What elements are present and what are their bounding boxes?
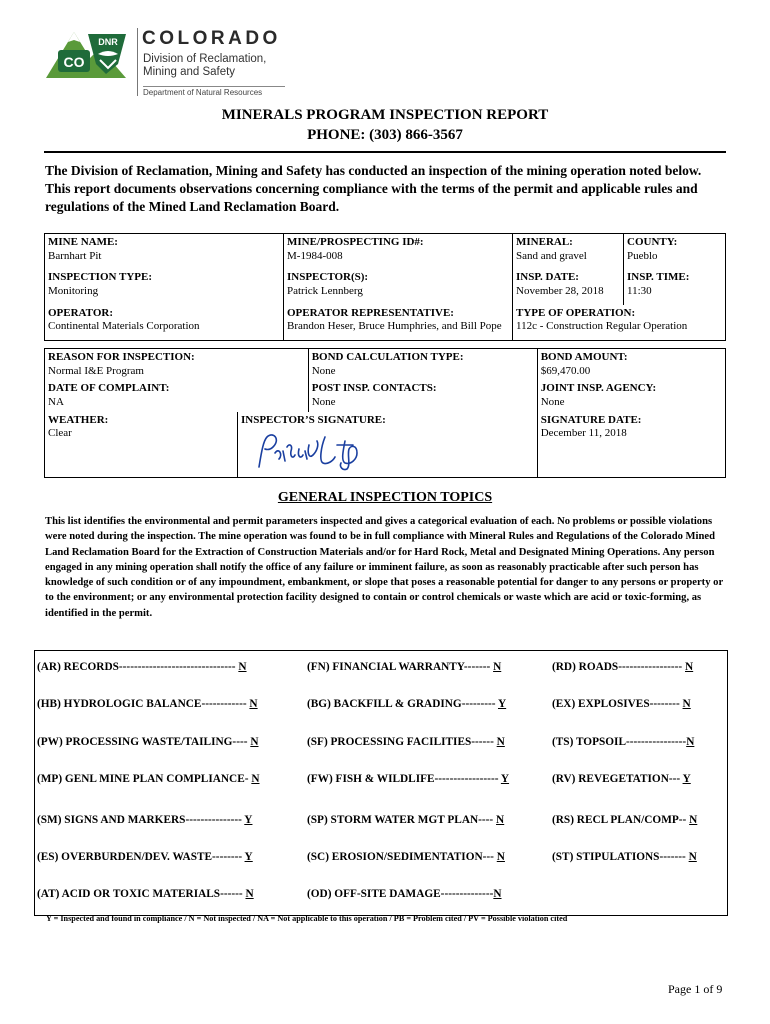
topic-rv: (RV) REVEGETATION--- Y [552, 773, 691, 785]
topic-bg: (BG) BACKFILL & GRADING--------- Y [307, 698, 507, 710]
topic-st: (ST) STIPULATIONS------- N [552, 851, 697, 863]
insp-time-label: INSP. TIME: [627, 271, 690, 284]
insp-date: November 28, 2018 [516, 284, 604, 297]
bond-calc: None [311, 364, 336, 377]
svg-text:DNR: DNR [98, 37, 118, 47]
complaint-label: DATE OF COMPLAINT: [48, 382, 170, 395]
operator-label: OPERATOR: [48, 306, 113, 319]
mineral-label: MINERAL: [516, 236, 573, 248]
signature-label: INSPECTOR’S SIGNATURE: [241, 413, 386, 426]
topic-at: (AT) ACID OR TOXIC MATERIALS------ N [37, 888, 254, 900]
division-line-2: Mining and Safety [143, 66, 236, 78]
inspectors-label: INSPECTOR(S): [287, 271, 369, 284]
topic-ex: (EX) EXPLOSIVES-------- N [552, 698, 691, 710]
topic-fn: (FN) FINANCIAL WARRANTY------- N [307, 661, 502, 673]
colorado-wordmark: COLORADO [142, 28, 281, 49]
complaint-date: NA [48, 395, 64, 408]
reason-label: REASON FOR INSPECTION: [48, 351, 195, 363]
insp-time: 11:30 [627, 284, 652, 297]
topic-sm: (SM) SIGNS AND MARKERS--------------- Y [37, 814, 253, 826]
signature-date: December 11, 2018 [540, 427, 627, 439]
topic-rd: (RD) ROADS----------------- N [552, 661, 694, 673]
weather: Clear [48, 427, 72, 439]
topic-od: (OD) OFF-SITE DAMAGE--------------N [307, 888, 502, 900]
topic-sf: (SF) PROCESSING FACILITIES------ N [307, 736, 505, 748]
header-divider [137, 28, 138, 96]
bond-amount: $69,470.00 [540, 364, 591, 377]
intro-paragraph: The Division of Reclamation, Mining and Safety has conducted an inspection of the mining operation noted below. This report documents observations concerning compliance with the terms of the permit and applicable rules and regulations of the Mined Land Reclamation Board. [45, 163, 702, 214]
topic-fw: (FW) FISH & WILDLIFE----------------- Y [307, 773, 510, 785]
op-type: 112c - Construction Regular Operation [516, 320, 688, 333]
topic-ar: (AR) RECORDS------------------------------- N [37, 661, 247, 673]
insp-type: Monitoring [48, 284, 99, 297]
svg-text:CO: CO [63, 54, 85, 70]
mine-id-label: MINE/PROSPECTING ID#: [287, 236, 424, 248]
op-rep: Brandon Heser, Bruce Humphries, and Bill Pope [287, 320, 502, 333]
department-name: Department of Natural Resources [143, 86, 285, 97]
division-name [143, 53, 266, 79]
op-rep-label: OPERATOR REPRESENTATIVE: [287, 306, 454, 319]
insp-type-label: INSPECTION TYPE: [48, 271, 153, 284]
mine-info-table [44, 233, 726, 341]
mineral: Sand and gravel [516, 249, 587, 262]
report-title: MINERALS PROGRAM INSPECTION REPORT [221, 107, 549, 123]
topic-ts: (TS) TOPSOIL----------------N [552, 736, 695, 748]
operator: Continental Materials Corporation [48, 320, 200, 333]
inspection-details-table [44, 348, 726, 478]
mine-id: M-1984-008 [287, 249, 343, 262]
mine-name-label: MINE NAME: [48, 236, 118, 248]
colorado-dnr-logo [44, 28, 128, 80]
mine-name: Barnhart Pit [48, 249, 102, 262]
county: Pueblo [627, 249, 658, 262]
inspectors: Patrick Lennberg [287, 284, 363, 297]
reason: Normal I&E Program [48, 364, 144, 377]
division-line-1: Division of Reclamation, [143, 53, 267, 65]
bond-calc-label: BOND CALCULATION TYPE: [311, 351, 464, 363]
joint-agency: None [540, 395, 565, 408]
topics-paragraph: This list identifies the environmental and permit parameters inspected and gives a categorical evaluation of each. No problems or possible violations were noted during the inspection. The mine operation was found to be in full compliance with Mineral Rules and Regulations of the Colorado Mined Land Reclamation Board for the Extraction of Construction Materials and/or for Hard Rock, Metal and Designated Mining Operations. Any person engaged in any mining operation shall notify the office of any failure or imminent failure, as soon as reasonably practicable after such person has knowledge of such condition or of any impoundment, embankment, or slope that poses a reasonable potential for danger to any persons or property or to the environment; or any environmental protection facility designed to contain or control chemicals or waste which are acid or toxic-forming, as identified in the permit. [45, 516, 723, 619]
insp-date-label: INSP. DATE: [516, 271, 579, 284]
weather-label: WEATHER: [48, 413, 109, 426]
post-contacts: None [311, 395, 336, 408]
topic-es: (ES) OVERBURDEN/DEV. WASTE-------- Y [37, 851, 253, 863]
topic-sp: (SP) STORM WATER MGT PLAN---- N [307, 814, 505, 826]
signature-date-label: SIGNATURE DATE: [540, 413, 642, 426]
phone-line: PHONE: (303) 866-3567 [307, 127, 463, 143]
title-rule [44, 151, 726, 153]
page-number: Page 1 of 9 [668, 982, 723, 996]
bond-amount-label: BOND AMOUNT: [540, 351, 628, 363]
topics-heading: GENERAL INSPECTION TOPICS [277, 490, 493, 505]
topics-grid [34, 650, 728, 916]
topic-hb: (HB) HYDROLOGIC BALANCE------------ N [37, 698, 258, 710]
op-type-label: TYPE OF OPERATION: [516, 306, 636, 319]
inspector-signature [253, 431, 383, 471]
legend: Y = Inspected and found in compliance / N = Not inspected / NA = Not applicable to this operation / PB = Problem cited / PV = Possible violation cited [46, 914, 568, 923]
post-contacts-label: POST INSP. CONTACTS: [311, 382, 437, 395]
topic-sc: (SC) EROSION/SEDIMENTATION--- N [307, 851, 505, 863]
joint-agency-label: JOINT INSP. AGENCY: [540, 382, 657, 395]
topic-pw: (PW) PROCESSING WASTE/TAILING---- N [37, 736, 259, 748]
topic-rs: (RS) RECL PLAN/COMP-- N [552, 814, 698, 826]
topic-mp: (MP) GENL MINE PLAN COMPLIANCE- N [37, 773, 260, 785]
county-label: COUNTY: [627, 236, 678, 248]
